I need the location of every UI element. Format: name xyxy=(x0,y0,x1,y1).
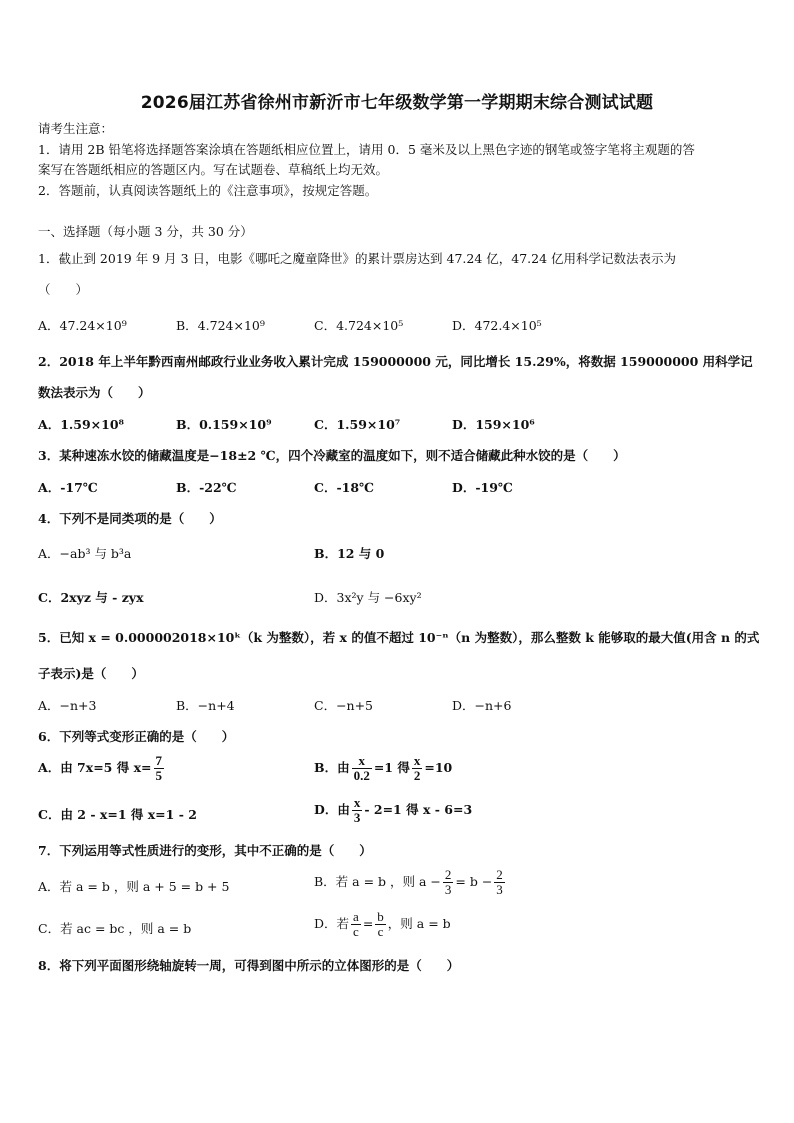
q7-option-d-numerator-1: a xyxy=(353,909,359,924)
q7-option-d-fraction-1 xyxy=(351,910,361,939)
q6-option-d-numerator: x xyxy=(353,795,361,810)
q2-stem-line-2: 数法表示为（ ） xyxy=(38,385,151,400)
q1-stem-line-2: （ ） xyxy=(38,282,89,297)
q2-option-b: B．0.159×10⁹ xyxy=(176,417,272,432)
q6-option-d-prefix: D．由 xyxy=(314,802,350,817)
q2-option-c: C．1.59×10⁷ xyxy=(314,417,401,432)
q3-option-b: B．-22℃ xyxy=(176,480,237,495)
q5-stem-line-2: 子表示)是（ ） xyxy=(38,666,144,681)
q3-option-c: C．-18℃ xyxy=(314,480,375,495)
q7-option-d-middle: = xyxy=(362,916,374,931)
q7-option-b-fraction-2 xyxy=(494,868,505,897)
q1-option-d: D．472.4×10⁵ xyxy=(452,318,542,333)
q6-option-a-prefix: A．由 7x=5 得 x= xyxy=(38,760,152,775)
q6-option-c: C．由 2 - x=1 得 x=1 - 2 xyxy=(38,807,197,822)
q5-option-d: D．−n+6 xyxy=(452,698,512,713)
q7-option-d-denominator-1: c xyxy=(353,924,359,939)
q7-option-b-denominator-2: 3 xyxy=(496,882,503,897)
notice-item-1-line-2: 案写在答题纸相应的答题区内。写在试题卷、草稿纸上均无效。 xyxy=(38,162,389,177)
q6-option-a-denominator: 5 xyxy=(155,768,163,783)
q7-option-d-prefix: D．若 xyxy=(314,916,350,931)
q1-option-b: B．4.724×10⁹ xyxy=(176,318,265,333)
q7-option-c: C．若 ac = bc ，则 a = b xyxy=(38,921,192,936)
q6-option-a-numerator: 7 xyxy=(155,753,163,768)
q6-option-b-suffix: =10 xyxy=(424,760,453,775)
q7-option-b-numerator-1: 2 xyxy=(444,867,452,882)
q4-option-d: D．3x²y 与 −6xy² xyxy=(314,590,422,605)
q3-option-d: D．-19℃ xyxy=(452,480,513,495)
q6-option-d xyxy=(314,796,472,825)
q6-option-b-denominator-1: 0.2 xyxy=(353,768,370,783)
q6-option-b xyxy=(314,754,452,783)
notice-heading: 请考生注意： xyxy=(38,121,114,136)
q7-option-d-numerator-2: b xyxy=(377,909,384,924)
q7-option-d-denominator-2: c xyxy=(377,924,384,939)
q7-stem: 7．下列运用等式性质进行的变形，其中不正确的是（ ） xyxy=(38,843,372,858)
q8-stem: 8．将下列平面图形绕轴旋转一周，可得到图中所示的立体图形的是（ ） xyxy=(38,958,460,973)
page-title: 2026届江苏省徐州市新沂市七年级数学第一学期期末综合测试试题 xyxy=(140,93,654,113)
q7-option-a: A．若 a = b ，则 a + 5 = b + 5 xyxy=(38,879,230,894)
q1-option-c: C．4.724×10⁵ xyxy=(314,318,404,333)
q5-option-b: B．−n+4 xyxy=(176,698,235,713)
q6-option-d-suffix: - 2=1 得 x - 6=3 xyxy=(364,802,473,817)
q1-stem-line-1: 1．截止到 2019 年 9 月 3 日，电影《哪吒之魔童降世》的累计票房达到 47.24 亿，47.24 亿用科学记数法表示为 xyxy=(38,251,677,266)
q4-option-b: B．12 与 0 xyxy=(314,546,385,561)
notice-item-1-line-1: 1．请用 2B 铅笔将选择题答案涂填在答题纸相应位置上，请用 0．5 毫米及以上黑色字迹的钢笔或签字笔将主观题的答 xyxy=(38,142,695,157)
q4-stem: 4．下列不是同类项的是（ ） xyxy=(38,511,222,526)
q2-stem-line-1: 2．2018 年上半年黔西南州邮政行业业务收入累计完成 159000000 元，同比增长 15.29%，将数据 159000000 用科学记 xyxy=(38,354,753,369)
q3-option-a: A．-17℃ xyxy=(38,480,98,495)
q7-option-b-fraction-1 xyxy=(443,868,454,897)
q6-option-b-fraction-2 xyxy=(412,754,423,783)
q2-option-a: A．1.59×10⁸ xyxy=(38,417,124,432)
q6-stem: 6．下列等式变形正确的是（ ） xyxy=(38,729,235,744)
q5-stem-line-1: 5．已知 x = 0.000002018×10ᵏ（k 为整数），若 x 的值不超过 10⁻ⁿ（n 为整数），那么整数 k 能够取的最大值(用含 n 的式 xyxy=(38,630,760,645)
q2-option-d: D．159×10⁶ xyxy=(452,417,535,432)
q3-stem: 3．某种速冻水饺的储藏温度是−18±2 ℃，四个冷藏室的温度如下，则不适合储藏此种水饺的是（ ） xyxy=(38,448,626,463)
q7-option-b-denominator-1: 3 xyxy=(444,882,452,897)
q6-option-d-denominator: 3 xyxy=(353,810,361,825)
q6-option-b-middle: =1 得 xyxy=(373,760,410,775)
q7-option-d-suffix: ，则 a = b xyxy=(387,916,451,931)
section-heading: 一、选择题（每小题 3 分，共 30 分） xyxy=(38,224,253,239)
q7-option-b-middle: = b − xyxy=(455,874,493,889)
q4-option-c: C．2xyz 与 - zyx xyxy=(38,590,144,605)
q7-option-b-numerator-2: 2 xyxy=(496,867,503,882)
q7-option-b-prefix: B．若 a = b ，则 a − xyxy=(314,874,441,889)
q7-option-b xyxy=(314,868,507,897)
q6-option-b-numerator-2: x xyxy=(413,753,421,768)
q6-option-b-fraction-1 xyxy=(352,754,372,783)
q5-option-c: C．−n+5 xyxy=(314,698,374,713)
q6-option-b-prefix: B．由 xyxy=(314,760,350,775)
notice-item-2: 2．答题前，认真阅读答题纸上的《注意事项》，按规定答题。 xyxy=(38,183,378,198)
q7-option-d-fraction-2 xyxy=(375,910,386,939)
q6-option-a xyxy=(38,754,166,783)
q6-option-d-fraction xyxy=(352,796,363,825)
q6-option-b-denominator-2: 2 xyxy=(413,768,421,783)
q6-option-b-numerator-1: x xyxy=(352,754,372,769)
q6-option-a-fraction xyxy=(154,754,165,783)
q1-option-a: A．47.24×10⁹ xyxy=(38,318,127,333)
q5-option-a: A．−n+3 xyxy=(38,698,97,713)
q4-option-a: A．−ab³ 与 b³a xyxy=(38,546,132,561)
q7-option-d xyxy=(314,910,451,939)
